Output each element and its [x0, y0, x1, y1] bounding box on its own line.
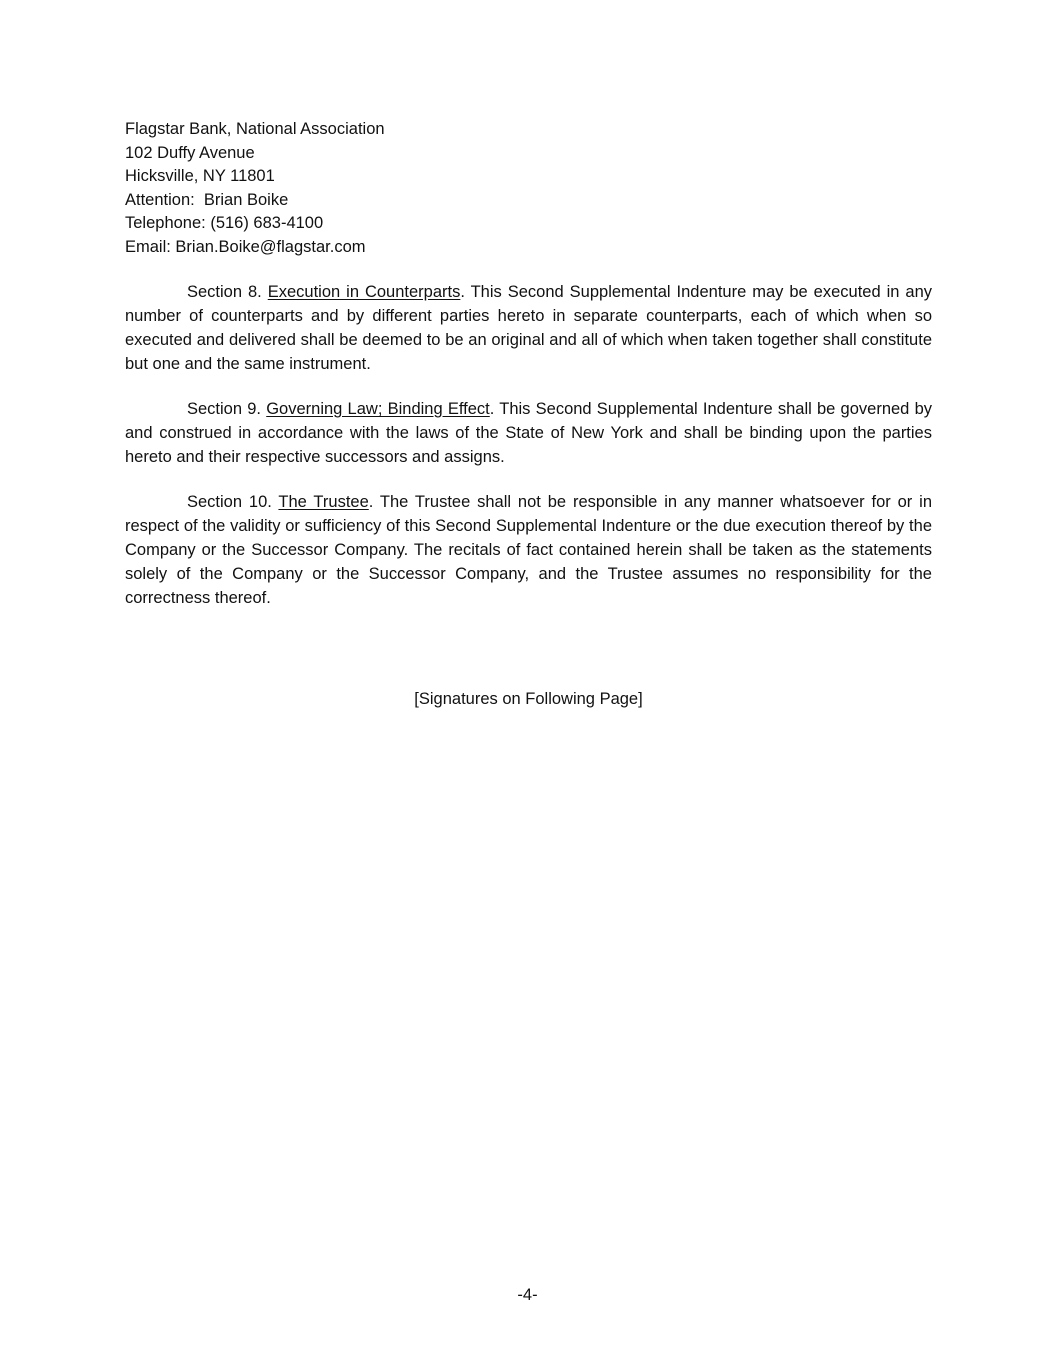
section-8-body: . This Second Supplemental Indenture may be executed in any number of counterparts and by different parties hereto in separate counterparts, each of which when so executed and delivered shall be deemed to be an original and all of which when taken together shall constitute but one and the same instrument.: [125, 283, 933, 373]
section-8-paragraph: [125, 280, 932, 376]
address-line-telephone: Telephone: (516) 683-4100: [125, 214, 324, 232]
address-line-attention: Attention: Brian Boike: [125, 190, 289, 209]
address-block: [125, 118, 932, 259]
section-9-paragraph: [125, 397, 932, 469]
section-8-heading: Execution in Counterparts: [267, 283, 461, 301]
section-9-number: Section 9.: [187, 400, 267, 418]
section-9-body: . This Second Supplemental Indenture shall be governed by and construed in accordance with the laws of the State of New York and shall be binding upon the parties hereto and their respective successors and assigns.: [125, 400, 932, 466]
section-9-heading: Governing Law; Binding Effect: [266, 400, 490, 418]
address-line-city: Hicksville, NY 11801: [125, 167, 275, 185]
signatures-following-page-note: [Signatures on Following Page]: [414, 690, 643, 708]
address-line-company: Flagstar Bank, National Association: [125, 120, 385, 138]
page-number: -4-: [517, 1286, 538, 1304]
address-line-street: 102 Duffy Avenue: [125, 143, 255, 162]
address-line-email: Email: Brian.Boike@flagstar.com: [125, 237, 366, 256]
section-10-number: Section 10.: [187, 493, 279, 511]
section-10-heading: The Trustee: [278, 493, 369, 511]
section-10-body: . The Trustee shall not be responsible in any manner whatsoever for or in respect of the validity or sufficiency of this Second Supplemental Indenture or the due execution thereof by the Company or the Successor Company. The recitals of fact contained herein shall be taken as the statements solely of the Company or the Successor Company, and the Trustee assumes no responsibility for the correctness thereof.: [125, 493, 932, 607]
section-10-paragraph: [125, 490, 932, 610]
section-8-number: Section 8.: [187, 283, 268, 301]
